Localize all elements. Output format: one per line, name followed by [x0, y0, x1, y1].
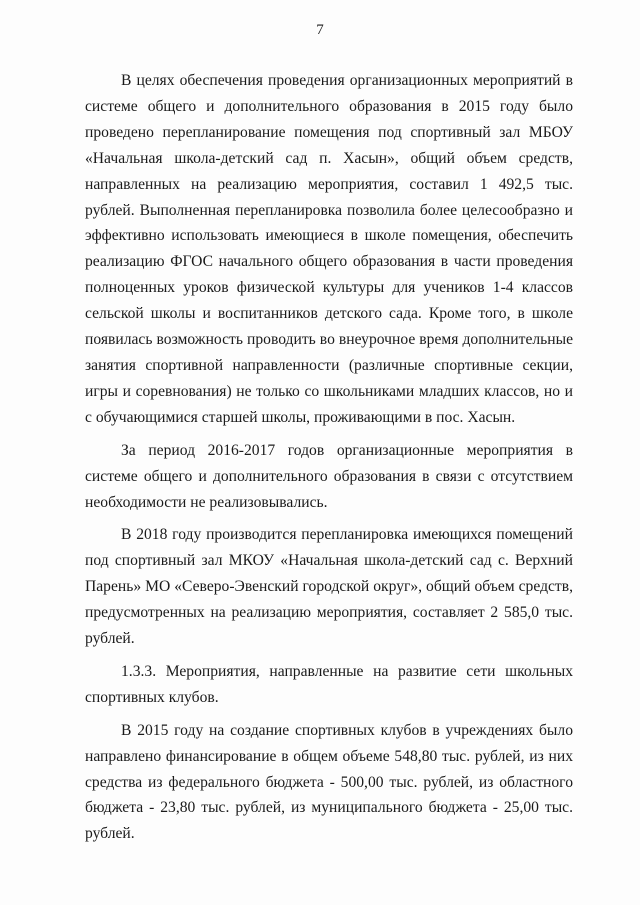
- paragraph-2016-2017: За период 2016-2017 годов организационные мероприятия в системе общего и дополнительного образования в связи с отсутствием необходимости не реализовывались.: [85, 441, 573, 511]
- page-number: 7: [316, 22, 324, 38]
- paragraph-2018-renovation: В 2018 году производится перепланировка имеющихся помещений под спортивный зал МКОУ «Начальная школа-детский сад с. Верхний Парень» МО «Северо-Эвенский городской округ», общий объем средств, предусмотренных на реализацию мероприятия, составляет 2 585,0 тыс. рублей.: [85, 526, 573, 648]
- paragraph-gym-renovation-2015: В целях обеспечения проведения организационных мероприятий в системе общего и дополнительного образования в 2015 году было проведено перепланирование помещения под спортивный зал МБОУ «Начальная школа-детский сад п. Хасын», общий объем средств, направленных на реализацию мероприятия, составил 1 492,5 тыс. рублей. Выполненная перепланировка позволила более целесообразно и эффективно использовать имеющиеся в школе помещения, обеспечить реализацию ФГОС начального общего образования в части проведения полноценных уроков физической культуры для учеников 1-4 классов сельской школы и воспитанников детского сада. Кроме того, в школе появилась возможность проводить во внеурочное время дополнительные занятия спортивной направленности (различные спортивные секции, игры и соревнования) не только со школьниками младших классов, но и с обучающимися старшей школы, проживающими в пос. Хасын.: [85, 72, 573, 426]
- body-text: [85, 68, 573, 847]
- paragraph-sports-clubs-funding: В 2015 году на создание спортивных клубов в учреждениях было направлено финансирование в общем объеме 548,80 тыс. рублей, из них средства из федерального бюджета - 500,00 тыс. рублей, из областного бюджета - 23,80 тыс. рублей, из муниципального бюджета - 25,00 тыс. рублей.: [85, 721, 573, 843]
- section-heading-1-3-3: 1.3.3. Мероприятия, направленные на развитие сети школьных спортивных клубов.: [85, 662, 573, 706]
